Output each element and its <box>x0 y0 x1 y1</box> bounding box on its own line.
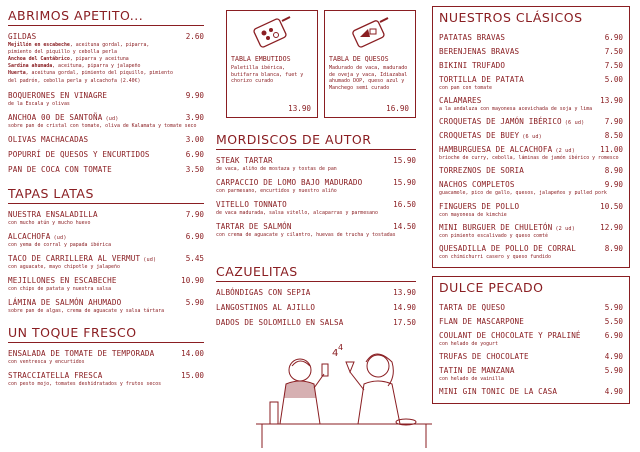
section-mordiscos <box>216 132 416 245</box>
item-name-text: PAN DE COCA CON TOMATE <box>8 164 112 174</box>
item-name <box>439 33 505 42</box>
tapas-list <box>8 210 204 315</box>
item-name <box>8 165 112 174</box>
menu-item <box>439 131 623 140</box>
menu-item <box>216 303 416 312</box>
card-tabla-embutidos <box>226 10 318 118</box>
item-price: 3.50 <box>185 164 204 174</box>
item-price: 10.90 <box>181 276 204 286</box>
item-unit: (2 ud) <box>555 225 575 232</box>
item-name <box>439 131 542 140</box>
menu-item <box>216 178 416 194</box>
item-description: con helado de yogurt <box>439 340 498 347</box>
menu-item <box>439 387 623 396</box>
menu-item <box>216 318 416 327</box>
item-name-text: TARTAR DE SALMÓN <box>216 222 292 232</box>
menu-item <box>8 113 204 129</box>
item-name <box>439 180 515 189</box>
item-name-text: CROQUETAS DE BUEY <box>439 131 520 141</box>
gildas-line-bold: Huerta <box>8 70 26 77</box>
item-name-text: ALBÓNDIGAS CON SEPIA <box>216 288 311 297</box>
item-name <box>439 223 575 232</box>
menu-item <box>439 202 623 218</box>
item-description: guacamole, pico de gallo, quesos, jalapeños y pulled pork <box>439 190 607 197</box>
item-price: 8.50 <box>604 131 623 141</box>
item-name-text: OLIVAS MACHACADAS <box>8 134 89 144</box>
middle-column <box>212 0 420 452</box>
mordiscos-list <box>216 156 416 239</box>
item-price: 4.90 <box>604 352 623 361</box>
item-name-text: TORREZNOS DE SORIA <box>439 166 524 176</box>
gildas-description <box>8 42 204 85</box>
item-description: con pimiento escalivado y queso comté <box>439 232 548 239</box>
item-description: con pan con tomate <box>439 85 492 91</box>
item-name-text: NUESTRA ENSALADILLA <box>8 209 98 219</box>
gildas-line <box>8 56 204 63</box>
menu-item <box>8 91 204 107</box>
item-name <box>8 232 67 241</box>
menu-item <box>439 352 623 361</box>
section-title: DULCE PECADO <box>439 279 544 295</box>
section-clasicos <box>432 6 630 268</box>
item-name <box>216 318 344 327</box>
section-cazuelitas <box>216 264 416 333</box>
menu-item <box>216 156 416 172</box>
menu-item <box>439 166 623 175</box>
item-name-text: STRACCIATELLA FRESCA <box>8 370 103 380</box>
item-price: 15.90 <box>393 178 416 188</box>
item-description: con helado de vainilla <box>439 376 504 382</box>
clasicos-list <box>439 33 623 260</box>
item-name-text: TARTA DE QUESO <box>439 302 506 312</box>
menu-item <box>8 150 204 159</box>
item-name-text: DADOS DE SOLOMILLO EN SALSA <box>216 318 344 327</box>
menu-item <box>216 200 416 216</box>
menu-item <box>216 288 416 297</box>
item-description: de la Escala y olivas <box>8 100 70 107</box>
item-name-text: ANCHOA 00 DE SANTOÑA <box>8 112 103 122</box>
card-price: 13.90 <box>288 104 311 113</box>
cutting-board-icon <box>250 15 294 53</box>
cazuelitas-list <box>216 288 416 327</box>
menu-item <box>439 331 623 347</box>
dulce-list <box>439 303 623 396</box>
item-price: 4.90 <box>604 387 623 397</box>
item-name <box>8 371 102 380</box>
item-name <box>439 303 505 312</box>
section-title: CAZUELITAS <box>216 264 416 282</box>
menu-item <box>8 135 204 144</box>
item-name-text: POPURRÍ DE QUESOS Y ENCURTIDOS <box>8 149 150 159</box>
item-unit: (6 ud) <box>522 134 542 141</box>
item-price: 7.90 <box>604 117 623 127</box>
menu-item <box>8 371 204 387</box>
right-column <box>424 0 640 452</box>
item-name-text: BIKINI TRUFADO <box>439 61 506 70</box>
item-price: 7.50 <box>604 47 623 56</box>
item-description: con mayonesa de kimchie <box>439 211 507 218</box>
item-name <box>439 317 524 326</box>
gildas-line <box>8 70 204 77</box>
item-unit: (ud) <box>143 257 157 264</box>
menu-item <box>439 96 623 112</box>
gildas-line-text: , aceituna, piparra y jalapeño <box>52 63 141 70</box>
menu-item <box>216 222 416 238</box>
item-description: de vaca, aliño de mostaza y tostas de pan <box>216 166 337 172</box>
item-name <box>439 202 519 211</box>
people-toasting-illustration <box>256 344 432 448</box>
item-name <box>439 117 584 126</box>
item-name <box>439 145 575 154</box>
item-description: con chimichurri casero y queso fundido <box>439 253 551 260</box>
item-price: 7.50 <box>604 61 623 70</box>
menu-item <box>8 165 204 174</box>
card-description: Paletilla ibérica, butifarra blanca, fuet y chorizo curado <box>231 65 304 84</box>
item-name <box>8 298 121 307</box>
item-name <box>439 166 524 175</box>
item-price: 5.45 <box>185 254 204 264</box>
item-name <box>8 276 117 285</box>
item-price: 13.90 <box>600 96 623 106</box>
menu-item <box>439 244 623 260</box>
item-name-text: BERENJENAS BRAVAS <box>439 47 520 56</box>
item-name-text: CALAMARES <box>439 96 482 106</box>
menu-item <box>439 317 623 326</box>
section-title: TAPAS LATAS <box>8 186 204 204</box>
item-price: 11.00 <box>600 145 623 155</box>
item-description: con yema de corral y papada ibérica <box>8 242 112 249</box>
item-price: 9.90 <box>185 90 204 100</box>
item-name-text: MINI BURGUER DE CHULETÓN <box>439 222 553 232</box>
card-price: 16.90 <box>386 104 409 113</box>
item-name <box>216 303 315 312</box>
section-fresco <box>8 325 204 387</box>
item-name <box>216 288 310 297</box>
item-name-text: COULANT DE CHOCOLATE Y PRALINÉ <box>439 330 581 340</box>
item-name <box>8 254 156 263</box>
left-column <box>0 0 210 452</box>
item-price: 16.50 <box>393 200 416 210</box>
item-name-text: MEJILLONES EN ESCABECHE <box>8 276 117 286</box>
gildas-line-text: del padrón, cebolla perla y alcachofa (2.40€) <box>8 77 141 84</box>
gildas-line <box>8 63 204 70</box>
menu-item <box>439 117 623 126</box>
item-name-text: TORTILLA DE PATATA <box>439 75 524 84</box>
item-price: 14.50 <box>393 222 416 232</box>
item-name-text: CARPACCIO DE LOMO BAJO MADURADO <box>216 178 363 188</box>
item-description: con chips de patata y nuestra salsa <box>8 286 112 293</box>
section-title: ABRIMOS APETITO... <box>8 8 204 26</box>
menu-item <box>439 33 623 42</box>
fresco-list <box>8 349 204 387</box>
cheese-board-icon <box>348 15 392 53</box>
item-description: con ventresca y encurtidos <box>8 358 85 365</box>
item-name <box>439 352 529 361</box>
item-name-text: FLAN DE MASCARPONE <box>439 316 524 326</box>
item-price: 13.90 <box>393 288 416 297</box>
item-price: 10.50 <box>600 201 623 211</box>
gildas-line-bold: Mejillón en escabeche <box>8 42 70 48</box>
item-price: 5.00 <box>604 75 623 84</box>
item-name <box>216 156 273 165</box>
item-name-text: VITELLO TONNATO <box>216 200 287 210</box>
card-tabla-quesos <box>324 10 416 118</box>
section-tapas <box>8 186 204 315</box>
item-price: 6.90 <box>604 330 623 340</box>
item-name <box>439 75 524 84</box>
item-price: 15.00 <box>181 370 204 380</box>
card-title: TABLA DE QUESOS <box>329 55 389 63</box>
item-name-text: STEAK TARTAR <box>216 156 273 165</box>
item-description: con parmesano, encurtidos y nuestro aliño <box>216 188 337 195</box>
item-description: con pesto mojo, tomates deshidratados y frutos secos <box>8 380 162 387</box>
item-name <box>439 47 519 56</box>
item-name-text: ENSALADA DE TOMATE DE TEMPORADA <box>8 348 155 358</box>
menu-item-gildas <box>8 32 204 85</box>
item-description: sobre pan de cristal con tomate, oliva de Kalamata y tomate seco <box>8 122 197 129</box>
section-abrimos <box>8 8 204 174</box>
item-name <box>8 210 98 219</box>
item-name <box>8 349 154 358</box>
item-price: 5.90 <box>185 298 204 308</box>
item-name <box>439 387 557 396</box>
item-description: con crema de aguacate y cilantro, huevas de trucha y tostadas <box>216 232 396 239</box>
item-name <box>216 178 362 187</box>
item-unit: (6 ud) <box>564 120 585 127</box>
menu-item <box>439 180 623 196</box>
item-price: 2.60 <box>185 32 204 41</box>
item-name <box>439 366 515 375</box>
item-description: con mucho atún y mucho huevo <box>8 219 91 226</box>
item-name <box>8 135 88 144</box>
item-name-text: TRUFAS DE CHOCOLATE <box>439 352 529 361</box>
item-name <box>439 61 505 70</box>
menu-item <box>439 75 623 91</box>
svg-text:4: 4 <box>332 348 339 359</box>
section-dulce <box>432 276 630 404</box>
item-description: brioche de curry, cebolla, láminas de jamón ibérico y romesco <box>439 155 619 162</box>
item-price: 12.90 <box>600 222 623 232</box>
item-name-text: TACO DE CARRILLERA AL VERMUT <box>8 254 141 264</box>
abrimos-list <box>8 91 204 174</box>
item-name <box>439 96 482 105</box>
item-price: 3.90 <box>185 112 204 122</box>
item-price: 6.90 <box>185 232 204 242</box>
menu-item <box>439 61 623 70</box>
item-description: con aguacate, mayo chipotle y jalapeño <box>8 264 120 271</box>
gildas-line <box>8 42 204 49</box>
item-name-text: FINGUERS DE POLLO <box>439 201 520 211</box>
menu-item <box>439 145 623 161</box>
item-price: 14.00 <box>181 348 204 358</box>
item-unit: (2 ud) <box>555 148 575 155</box>
item-price: 3.00 <box>185 134 204 144</box>
item-price: 9.90 <box>604 180 623 190</box>
item-name-text: QUESADILLA DE POLLO DE CORRAL <box>439 243 576 253</box>
item-name-text: PATATAS BRAVAS <box>439 33 506 42</box>
gildas-line-text: , piparra y aceituna <box>69 56 129 63</box>
card-title: TABLA EMBUTIDOS <box>231 55 291 63</box>
item-price: 15.90 <box>393 156 416 165</box>
gildas-line-bold: Sardina ahumada <box>8 63 53 70</box>
menu-item <box>8 210 204 226</box>
svg-text:4: 4 <box>338 344 344 352</box>
item-price: 5.90 <box>604 366 623 375</box>
section-title: MORDISCOS DE AUTOR <box>216 132 416 150</box>
menu-item <box>8 276 204 292</box>
gildas-line-bold: Anchoa del Cantábrico <box>8 56 70 63</box>
menu-item <box>439 366 623 382</box>
item-price: 6.90 <box>185 149 204 159</box>
item-price: 5.50 <box>604 316 623 326</box>
gildas-line-text: pimiento del piquillo y cebolla perla <box>8 49 117 56</box>
item-name-text: HAMBURGUESA DE ALCACHOFA <box>439 145 553 155</box>
item-unit: (ud) <box>53 235 67 242</box>
item-name <box>8 91 107 100</box>
gildas-line <box>8 78 204 85</box>
item-price: 14.90 <box>393 303 416 312</box>
menu-item <box>8 254 204 270</box>
section-title: NUESTROS CLÁSICOS <box>439 10 583 25</box>
item-name <box>8 150 150 159</box>
item-price: 7.90 <box>185 209 204 219</box>
menu-item <box>439 303 623 312</box>
item-name <box>8 113 119 122</box>
item-price: 17.50 <box>393 318 416 327</box>
item-unit: (ud) <box>105 115 119 122</box>
item-name <box>439 244 576 253</box>
menu-item <box>8 232 204 248</box>
menu-item <box>8 298 204 314</box>
item-price: 8.90 <box>604 243 623 253</box>
item-name-text: CROQUETAS DE JAMÓN IBÉRICO <box>439 117 562 127</box>
item-name-text: BOQUERONES EN VINAGRE <box>8 90 108 100</box>
item-name-text: TATIN DE MANZANA <box>439 366 515 375</box>
item-name-text: LÁMINA DE SALMÓN AHUMADO <box>8 298 122 308</box>
item-name-text: LANGOSTINOS AL AJILLO <box>216 303 316 312</box>
menu-item <box>439 47 623 56</box>
item-description: de vaca madurada, salsa vitello, alcaparras y parmesano <box>216 210 378 217</box>
item-price: 8.90 <box>604 166 623 176</box>
item-description: a la andaluza con mayonesa acevichada de soja y lima <box>439 106 593 113</box>
item-name <box>439 331 581 340</box>
item-description: sobre pan de algas, crema de aguacate y salsa tártara <box>8 308 165 315</box>
menu-item <box>439 223 623 239</box>
item-price: 5.90 <box>604 302 623 312</box>
item-name-text: MINI GIN TONIC DE LA CASA <box>439 387 558 397</box>
item-name <box>216 200 287 209</box>
item-name-text: ALCACHOFA <box>8 232 51 242</box>
item-name-text: NACHOS COMPLETOS <box>439 180 515 190</box>
card-description: Madurado de vaca, madurado de oveja y vaca, Idiazabal ahumado DOP, queso azul y Manchego semi curado <box>329 65 408 91</box>
gildas-line-text: , aceituna gordal, pimiento del piquillo, pimiento <box>25 70 173 77</box>
item-name <box>216 222 292 231</box>
item-price: 6.90 <box>604 33 623 42</box>
gildas-line-text: , aceituna gordal, piparra, <box>69 42 150 48</box>
item-name: GILDAS <box>8 32 37 41</box>
section-title: UN TOQUE FRESCO <box>8 325 204 343</box>
menu-item <box>8 349 204 365</box>
